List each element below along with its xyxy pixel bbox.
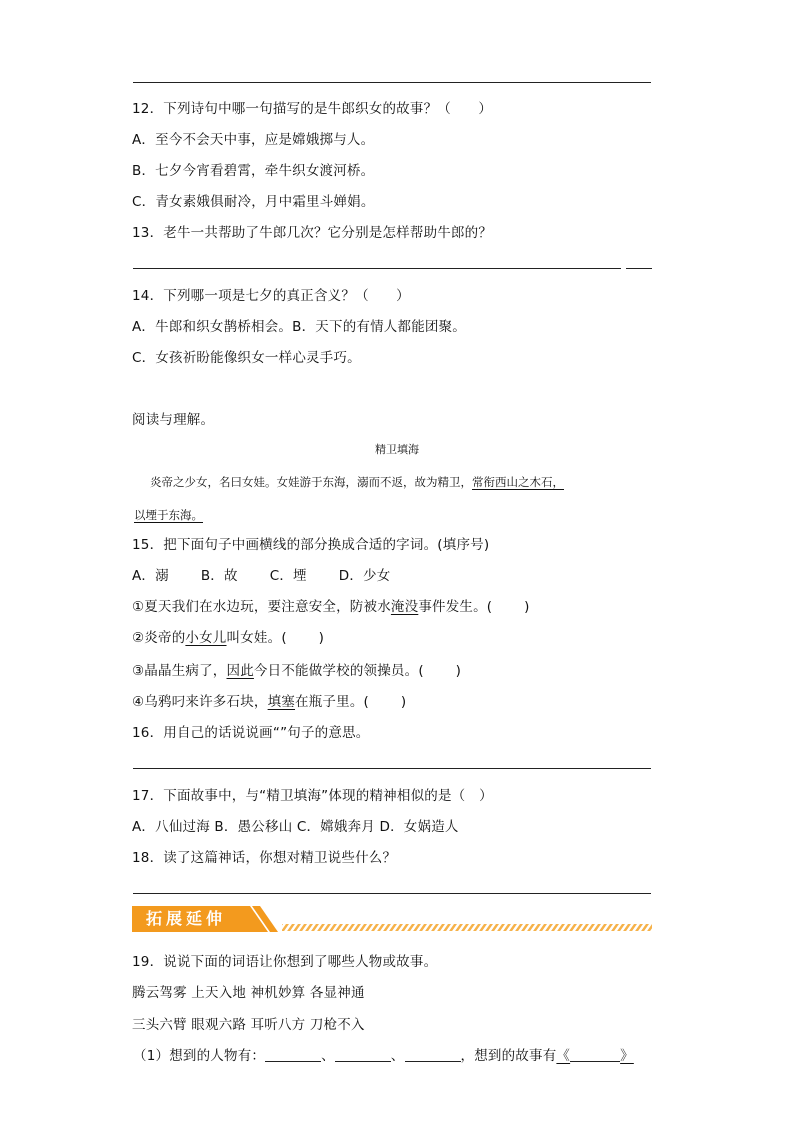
passage-underlined-1: 常衔西山之木石， — [472, 475, 564, 489]
q15-choice-a: A．溺 — [132, 568, 169, 584]
q17-options: A．八仙过海 B．愚公移山 C．嫦娥奔月 D．女娲造人 — [132, 819, 459, 835]
passage-line-1-plain: 炎帝之少女，名曰女娃。女娃游于东海，溺而不返，故为精卫， — [150, 475, 472, 489]
q19-person-blank-1[interactable] — [265, 1047, 321, 1062]
section-banner — [132, 904, 652, 934]
q15-stem: 15．把下面句子中画横线的部分换成合适的字词。(填序号) — [132, 537, 490, 553]
q15-s3-underlined: 因此 — [226, 663, 254, 679]
banner-stripe — [282, 924, 652, 931]
q15-sentence-2: ②炎帝的小女儿叫女娃。( ) — [132, 630, 325, 646]
q16-answer-line[interactable] — [133, 768, 651, 769]
q19-words-line-2: 三头六臂 眼观六路 耳听八方 刀枪不入 — [132, 1017, 365, 1033]
q14-option-c: C．女孩祈盼能像织女一样心灵手巧。 — [132, 350, 361, 366]
q12-stem: 12．下列诗句中哪一句描写的是牛郎织女的故事？（ ） — [132, 101, 493, 117]
q15-sentence-1: ①夏天我们在水边玩，要注意安全，防被水淹没事件发生。( ) — [132, 599, 530, 615]
q13-answer-line[interactable] — [133, 268, 621, 269]
q13-stem: 13．老牛一共帮助了牛郎几次？它分别是怎样帮助牛郎的？ — [132, 225, 493, 241]
q15-sentence-3: ③晶晶生病了，因此今日不能做学校的领操员。( ) — [132, 663, 462, 679]
q15-choice-d: D．少女 — [338, 568, 391, 584]
q18-answer-line[interactable] — [133, 893, 651, 894]
q12-option-a: A．至今不会天中事，应是嫦娥掷与人。 — [132, 132, 375, 148]
q19-story-open: 《 — [556, 1048, 571, 1064]
q18-stem: 18．读了这篇神话，你想对精卫说些什么？ — [132, 850, 397, 866]
q19-story-blank[interactable] — [570, 1047, 620, 1062]
q12-option-b: B．七夕今宵看碧霄，牵牛织女渡河桥。 — [132, 163, 375, 179]
q19-person-blank-3[interactable] — [405, 1047, 461, 1062]
passage-underlined-2: 以堙于东海。 — [134, 508, 203, 522]
q17-stem: 17．下面故事中，与“精卫填海”体现的精神相似的是（ ） — [132, 788, 493, 804]
q15-s4-underlined: 填塞 — [267, 694, 296, 710]
passage-line-1 — [150, 473, 564, 491]
q13-answer-line-tail[interactable] — [626, 268, 652, 269]
q12-option-c: C．青女素娥俱耐冷，月中霜里斗婵娟。 — [132, 194, 375, 210]
q14-option-ab: A．牛郎和织女鹊桥相会。B．天下的有情人都能团聚。 — [132, 319, 466, 335]
q15-s2-underlined: 小女儿 — [185, 630, 227, 646]
q15-choice-b: B．故 — [200, 568, 238, 584]
q15-choice-c: C．堙 — [269, 568, 307, 584]
banner-label: 拓展延伸 — [146, 909, 227, 928]
q19-words-line-1: 腾云驾雾 上天入地 神机妙算 各显神通 — [132, 985, 365, 1001]
q14-stem: 14．下列哪一项是七夕的真正含义？（ ） — [132, 288, 410, 304]
q19-person-blank-2[interactable] — [335, 1047, 391, 1062]
q15-sentence-4: ④乌鸦叼来许多石块，填塞在瓶子里。( ) — [132, 694, 407, 710]
top-divider — [133, 82, 651, 83]
q19-stem: 19．说说下面的词语让你想到了哪些人物或故事。 — [132, 954, 438, 970]
q19-story-close: 》 — [620, 1048, 634, 1064]
q15-s1-underlined: 淹没 — [390, 599, 419, 615]
passage-line-2 — [134, 506, 203, 524]
q19-answer-row: （1）想到的人物有： 、 、 ，想到的故事有《 》 — [133, 1048, 634, 1064]
reading-heading: 阅读与理解。 — [132, 412, 215, 428]
q15-choices — [132, 566, 390, 586]
q16-stem: 16．用自己的话说说画“”句子的意思。 — [132, 725, 370, 741]
passage-title: 精卫填海 — [375, 443, 419, 456]
